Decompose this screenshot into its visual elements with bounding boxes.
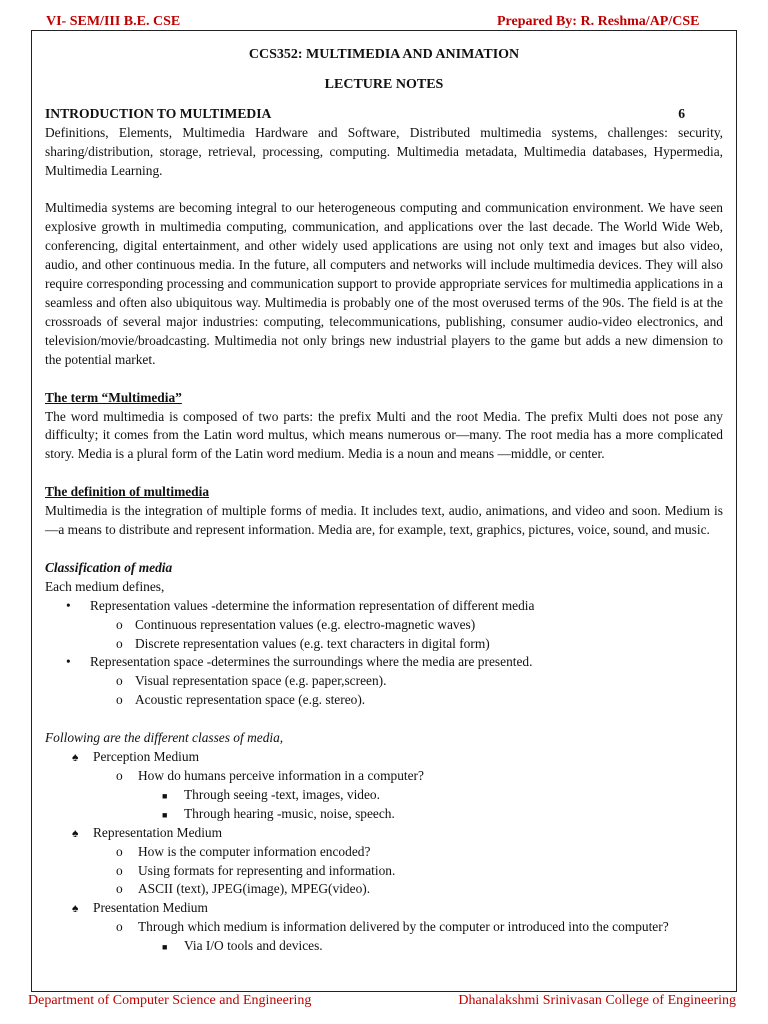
lecture-notes-title: LECTURE NOTES bbox=[324, 76, 444, 92]
circle-bullet-icon: o bbox=[116, 692, 123, 708]
square-bullet-icon: ■ bbox=[162, 809, 168, 820]
media-classes-list bbox=[45, 748, 723, 956]
unit-hours: 6 bbox=[678, 105, 685, 121]
footer-left: Department of Computer Science and Engineering bbox=[28, 993, 312, 1008]
list-item: o How do humans perceive information in a computer? bbox=[45, 767, 723, 786]
circle-bullet-icon: o bbox=[116, 616, 123, 632]
list-item: o Discrete representation values (e.g. text characters in digital form) bbox=[45, 635, 723, 654]
circle-bullet-icon: o bbox=[116, 881, 123, 897]
spade-bullet-icon: ♠ bbox=[72, 825, 79, 840]
list-item: o Through which medium is information delivered by the computer or introduced into the computer? bbox=[45, 918, 723, 937]
syllabus-paragraph: Definitions, Elements, Multimedia Hardware and Software, Distributed multimedia systems, challenges: security, sharing/distribution, storage, retrieval, processing, computing. Multimedia metadata, Multimedia databases, Hypermedia, Multimedia Learning. bbox=[45, 124, 723, 178]
course-title: CCS352: MULTIMEDIA AND ANIMATION bbox=[248, 47, 520, 62]
header-left: VI- SEM/III B.E. CSE bbox=[46, 14, 181, 29]
classification-list bbox=[45, 597, 723, 710]
bullet-icon: • bbox=[66, 654, 71, 670]
list-item: o Continuous representation values (e.g. electro-magnetic waves) bbox=[45, 616, 723, 635]
list-item: ♠ Presentation Medium bbox=[45, 899, 723, 918]
classification-intro: Each medium defines, bbox=[45, 578, 165, 594]
square-bullet-icon: ■ bbox=[162, 790, 168, 801]
intro-paragraph: Multimedia systems are becoming integral to our heterogeneous computing and communication environment. We have seen explosive growth in multimedia computing, communication, and applications over the last decade. The World Wide Web, conferencing, digital entertainment, and other widely used applications are using not only text and images but also video, audio, and other continuous media. In the future, all computers and networks will include multimedia devices. They will also require corresponding processing and communication support to provide appropriate services for multimedia applications in a seamless and often also ubiquitous way. Multimedia is probably one of the most overused terms of the 90s. The field is at the crossroads of several major industries: computing, telecommunications, publishing, consumer audio-video electronics, and television/movie/broadcasting. Multimedia not only brings new industrial players to the game but adds a new dimension to the potential market. bbox=[45, 200, 723, 367]
circle-bullet-icon: o bbox=[116, 768, 123, 783]
list-item: o Acoustic representation space (e.g. stereo). bbox=[45, 691, 723, 710]
list-item: o How is the computer information encoded? bbox=[45, 843, 723, 862]
circle-bullet-icon: o bbox=[116, 919, 123, 935]
list-item: ■ Via I/O tools and devices. bbox=[45, 937, 723, 956]
circle-bullet-icon: o bbox=[116, 862, 123, 878]
list-item: • Representation space -determines the surroundings where the media are presented. bbox=[45, 653, 723, 672]
list-item: o Using formats for representing and information. bbox=[45, 862, 723, 881]
classification-heading: Classification of media bbox=[45, 559, 173, 575]
list-item: ■ Through hearing -music, noise, speech. bbox=[45, 805, 723, 824]
unit-title: INTRODUCTION TO MULTIMEDIA bbox=[45, 105, 272, 121]
footer-right: Dhanalakshmi Srinivasan College of Engineering bbox=[458, 993, 736, 1008]
list-item: ♠ Perception Medium bbox=[45, 748, 723, 767]
term-heading: The term “Multimedia” bbox=[45, 389, 182, 405]
list-item: ♠ Representation Medium bbox=[45, 824, 723, 843]
circle-bullet-icon: o bbox=[116, 843, 123, 859]
circle-bullet-icon: o bbox=[116, 635, 123, 651]
bullet-icon: • bbox=[66, 597, 71, 613]
list-item: o ASCII (text), JPEG(image), MPEG(video). bbox=[45, 880, 723, 899]
list-item: ■ Through seeing -text, images, video. bbox=[45, 786, 723, 805]
square-bullet-icon: ■ bbox=[162, 942, 168, 953]
list-item: o Visual representation space (e.g. paper,screen). bbox=[45, 672, 723, 691]
spade-bullet-icon: ♠ bbox=[72, 750, 79, 765]
media-classes-intro: Following are the different classes of media, bbox=[45, 730, 284, 746]
circle-bullet-icon: o bbox=[116, 673, 123, 689]
definition-heading: The definition of multimedia bbox=[45, 484, 210, 500]
document-body bbox=[45, 46, 723, 956]
term-paragraph: The word multimedia is composed of two parts: the prefix Multi and the root Media. The prefix Multi does not pose any difficulty; it comes from the Latin word multus, which means numerous or—many. The root media has a more complicated story. Media is a plural form of the Latin word medium. Media is a noun and means —middle, or center. bbox=[45, 408, 723, 462]
header-right: Prepared By: R. Reshma/AP/CSE bbox=[497, 14, 700, 29]
unit-heading bbox=[45, 105, 723, 124]
list-item: • Representation values -determine the information representation of different media bbox=[45, 597, 723, 616]
spade-bullet-icon: ♠ bbox=[72, 901, 79, 916]
definition-paragraph: Multimedia is the integration of multiple forms of media. It includes text, audio, animations, and video and soon. Medium is —a means to distribute and represent information. Media are, for example, text, graphics, pictures, voice, sound, and music. bbox=[45, 503, 723, 538]
